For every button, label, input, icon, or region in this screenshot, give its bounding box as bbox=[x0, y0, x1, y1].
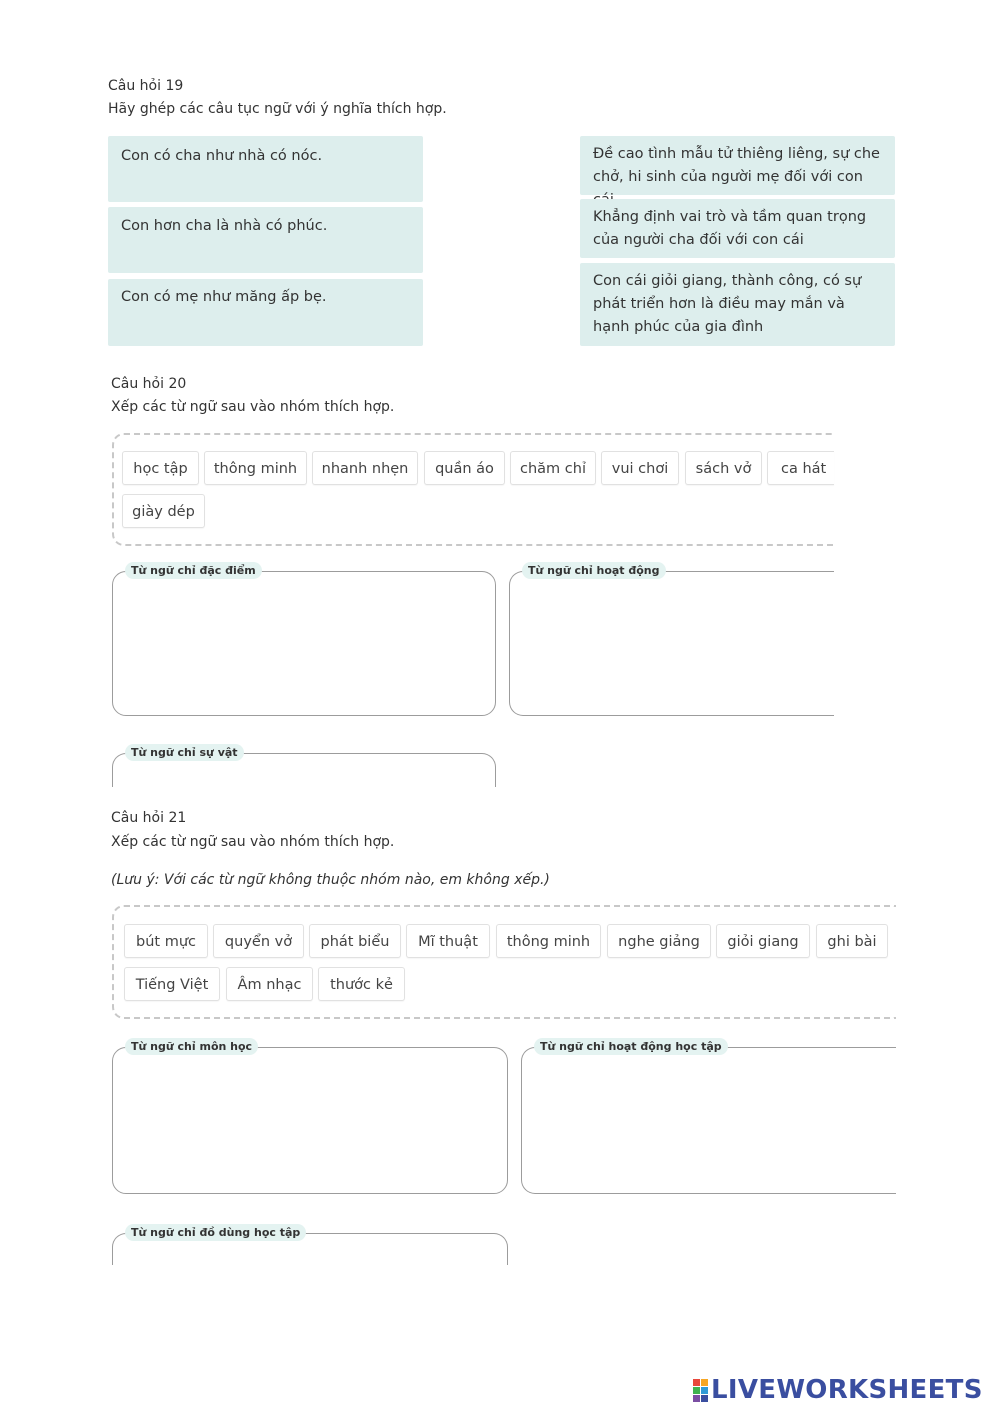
q21-word-chip[interactable]: quyển vở bbox=[213, 924, 304, 958]
q20-group-label: Từ ngữ chỉ đặc điểm bbox=[125, 562, 262, 579]
q19-title: Câu hỏi 19 bbox=[108, 78, 184, 94]
q21-group-do-dung-hoc-tap[interactable] bbox=[112, 1226, 508, 1265]
logo-text: LIVEWORKSHEETS bbox=[711, 1375, 983, 1405]
q20-word-chip[interactable]: chăm chỉ bbox=[510, 451, 596, 485]
q20-group-hoat-dong[interactable] bbox=[509, 564, 834, 716]
q21-word-chip[interactable]: nghe giảng bbox=[607, 924, 711, 958]
q21-word-chip[interactable]: thước kẻ bbox=[318, 967, 405, 1001]
q20-group-su-vat[interactable] bbox=[112, 746, 496, 787]
q21-word-chip[interactable]: giỏi giang bbox=[716, 924, 810, 958]
q20-word-pool bbox=[112, 433, 834, 546]
q20-word-chip[interactable]: quần áo bbox=[424, 451, 505, 485]
q19-left-card-3[interactable] bbox=[108, 279, 423, 346]
logo-square bbox=[693, 1379, 700, 1386]
q21-instruction: Xếp các từ ngữ sau vào nhóm thích hợp. bbox=[111, 834, 395, 850]
q19-left-text-2: Con hơn cha là nhà có phúc. bbox=[121, 218, 328, 234]
q19-right-card-1[interactable] bbox=[580, 136, 895, 195]
liveworksheets-logo bbox=[693, 1374, 983, 1406]
q21-word-chip[interactable]: bút mực bbox=[124, 924, 208, 958]
q21-group-label: Từ ngữ chỉ hoạt động học tập bbox=[534, 1038, 728, 1055]
q21-word-chip[interactable]: Âm nhạc bbox=[226, 967, 313, 1001]
q21-word-pool bbox=[112, 905, 896, 1019]
q19-left-card-1[interactable] bbox=[108, 136, 423, 202]
logo-square bbox=[693, 1395, 700, 1402]
logo-square bbox=[693, 1387, 700, 1394]
logo-square bbox=[701, 1395, 708, 1402]
q20-group-label: Từ ngữ chỉ hoạt động bbox=[522, 562, 666, 579]
q21-word-chip[interactable]: Mĩ thuật bbox=[406, 924, 490, 958]
q21-word-chip[interactable]: Tiếng Việt bbox=[124, 967, 220, 1001]
q19-right-card-2[interactable] bbox=[580, 199, 895, 258]
logo-mark-icon bbox=[693, 1379, 708, 1402]
q21-word-chip[interactable]: phát biểu bbox=[309, 924, 401, 958]
q21-word-chip[interactable]: ghi bài bbox=[816, 924, 888, 958]
q19-left-card-2[interactable] bbox=[108, 207, 423, 273]
q19-right-text-1: Đề cao tình mẫu tử thiêng liêng, sự che chở, hi sinh của người mẹ đối với con bbox=[593, 146, 880, 185]
q19-right-text-2: Khẳng định vai trò và tầm quan trọng của người cha đối với con cái bbox=[593, 209, 867, 248]
logo-square bbox=[701, 1387, 708, 1394]
q21-word-chip[interactable]: thông minh bbox=[496, 924, 601, 958]
q21-title: Câu hỏi 21 bbox=[111, 810, 187, 826]
q21-group-hoat-dong-hoc-tap[interactable] bbox=[521, 1040, 896, 1194]
q20-title: Câu hỏi 20 bbox=[111, 376, 187, 392]
q20-word-chip[interactable]: nhanh nhẹn bbox=[312, 451, 418, 485]
q20-word-chip[interactable]: vui chơi bbox=[601, 451, 679, 485]
q19-left-text-1: Con có cha như nhà có nóc. bbox=[121, 148, 323, 164]
q19-right-text-3: Con cái giỏi giang, thành công, có sự phát triển hơn là điều may mắn và hạnh phúc của gia đình bbox=[593, 273, 862, 335]
q20-word-chip[interactable]: sách vở bbox=[685, 451, 762, 485]
q21-group-label: Từ ngữ chỉ đồ dùng học tập bbox=[125, 1224, 306, 1241]
q20-instruction: Xếp các từ ngữ sau vào nhóm thích hợp. bbox=[111, 399, 395, 415]
q20-group-label: Từ ngữ chỉ sự vật bbox=[125, 744, 244, 761]
q20-word-chip[interactable]: học tập bbox=[122, 451, 199, 485]
q20-group-dac-diem[interactable] bbox=[112, 564, 496, 716]
q20-word-chip[interactable]: thông minh bbox=[204, 451, 307, 485]
logo-square bbox=[701, 1379, 708, 1386]
q21-note: (Lưu ý: Với các từ ngữ không thuộc nhóm nào, em không xếp.) bbox=[111, 872, 550, 888]
q21-group-label: Từ ngữ chỉ môn học bbox=[125, 1038, 258, 1055]
q20-word-chip[interactable]: giày dép bbox=[122, 494, 205, 528]
q20-word-chip[interactable]: ca hát bbox=[767, 451, 834, 485]
q19-left-text-3: Con có mẹ như măng ấp bẹ. bbox=[121, 289, 327, 305]
q19-right-card-3[interactable] bbox=[580, 263, 895, 346]
q19-instruction: Hãy ghép các câu tục ngữ với ý nghĩa thích hợp. bbox=[108, 101, 447, 117]
q21-group-mon-hoc[interactable] bbox=[112, 1040, 508, 1194]
